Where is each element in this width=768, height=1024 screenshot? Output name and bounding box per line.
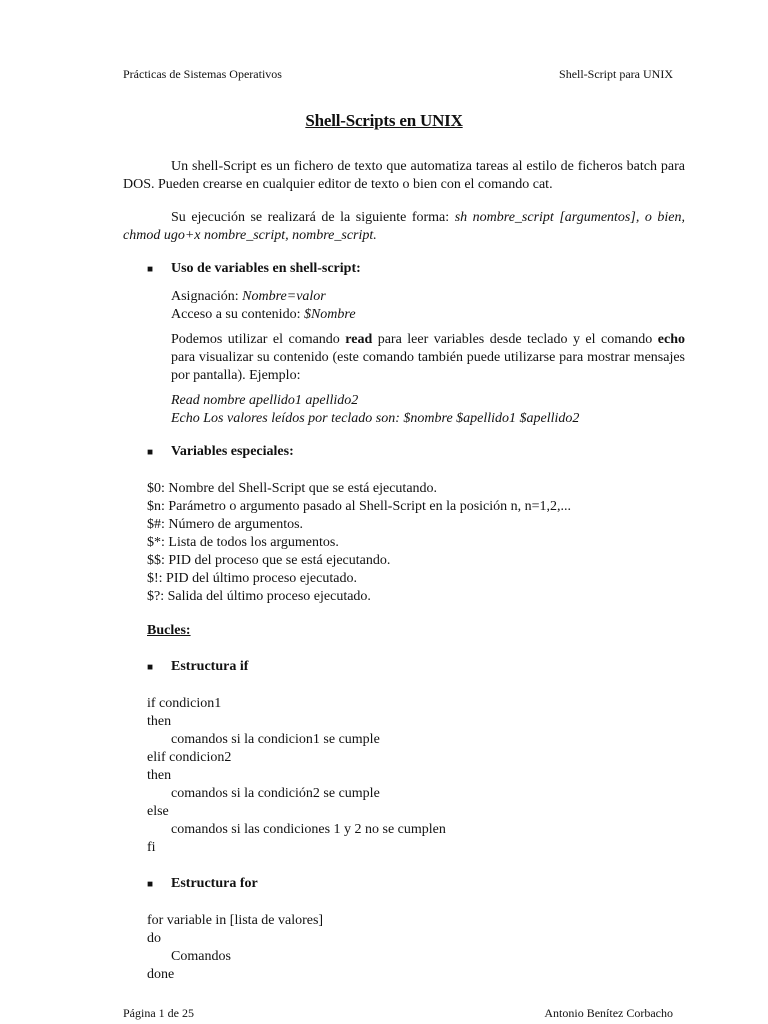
assignment-block <box>171 288 685 324</box>
read-echo-paragraph: Podemos utilizar el comando read para leer variables desde teclado y el comando echo para visualizar su contenido (este comando también puede utilizarse para mostrar mensajes por pantalla). Ejemplo: <box>171 332 685 383</box>
list-item: $!: PID del último proceso ejecutado. <box>147 571 357 586</box>
section-heading-special-variables: ■ Variables especiales: <box>147 443 685 462</box>
code-line: if condicion1 <box>147 696 222 711</box>
code-line: comandos si la condición2 se cumple <box>171 786 380 801</box>
page-footer <box>123 1006 673 1020</box>
loops-heading: Bucles: <box>147 623 191 638</box>
list-item: $#: Número de argumentos. <box>147 517 304 532</box>
bullet-icon: ■ <box>147 447 154 458</box>
section-heading-for: ■ Estructura for <box>147 875 685 894</box>
header-left: Prácticas de Sistemas Operativos <box>123 67 282 81</box>
code-line: for variable in [lista de valores] <box>147 913 324 928</box>
code-line: comandos si las condiciones 1 y 2 no se cumplen <box>171 822 446 837</box>
list-item: $$: PID del proceso que se está ejecutando. <box>147 553 391 568</box>
for-structure-code <box>147 912 685 984</box>
list-item: $?: Salida del último proceso ejecutado. <box>147 589 371 604</box>
document-title: Shell-Scripts en UNIX <box>305 111 463 130</box>
if-structure-code <box>147 695 685 857</box>
code-line: then <box>147 768 172 783</box>
example-line-2: Echo Los valores leídos por teclado son: $nombre $apellido1 $apellido2 <box>171 411 580 426</box>
code-line: elif condicion2 <box>147 750 232 765</box>
list-item: $*: Lista de todos los argumentos. <box>147 535 339 550</box>
example-block <box>171 392 685 428</box>
code-line: done <box>147 967 175 982</box>
access-line: Acceso a su contenido: $Nombre <box>171 307 356 322</box>
section-heading-variables: ■ Uso de variables en shell-script: <box>147 260 685 279</box>
special-variables-list <box>147 480 685 606</box>
code-line: do <box>147 931 161 946</box>
code-line: Comandos <box>171 949 231 964</box>
bullet-icon: ■ <box>147 264 154 275</box>
page-header <box>123 67 673 81</box>
footer-author: Antonio Benítez Corbacho <box>544 1006 673 1020</box>
bullet-icon: ■ <box>147 662 154 673</box>
code-line: fi <box>147 840 156 855</box>
intro-paragraph-2: Su ejecución se realizará de la siguiente forma: sh nombre_script [argumentos], o bien, chmod ugo+x nombre_script, nombre_script. <box>123 210 685 243</box>
bullet-icon: ■ <box>147 879 154 890</box>
document-body <box>123 158 685 1002</box>
code-line: comandos si la condicion1 se cumple <box>171 732 380 747</box>
header-right: Shell-Script para UNIX <box>559 67 673 81</box>
intro-paragraph-1: Un shell-Script es un fichero de texto que automatiza tareas al estilo de ficheros batch para DOS. Pueden crearse en cualquier editor de texto o bien con el comando cat. <box>123 159 685 192</box>
list-item: $0: Nombre del Shell-Script que se está ejecutando. <box>147 481 438 496</box>
section-heading-if: ■ Estructura if <box>147 658 685 677</box>
assignment-line: Asignación: Nombre=valor <box>171 289 326 304</box>
code-line: else <box>147 804 169 819</box>
example-line-1: Read nombre apellido1 apellido2 <box>171 393 359 408</box>
code-line: then <box>147 714 172 729</box>
page-number: Página 1 de 25 <box>123 1006 194 1020</box>
list-item: $n: Parámetro o argumento pasado al Shell-Script en la posición n, n=1,2,... <box>147 499 572 514</box>
